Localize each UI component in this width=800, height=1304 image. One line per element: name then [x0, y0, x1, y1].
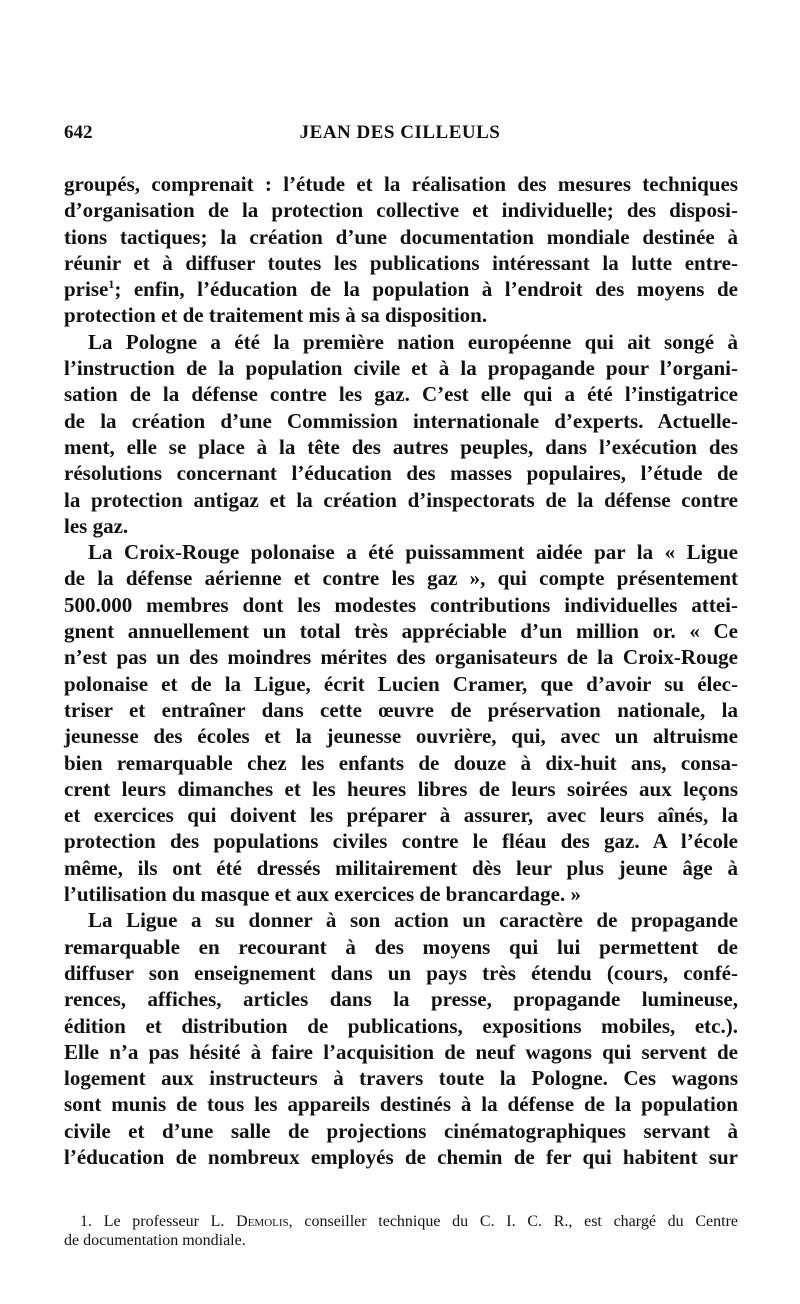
page-number: 642	[64, 122, 93, 143]
text-line: tions tactiques; la création d’une documentation mondiale destinée à	[64, 224, 738, 249]
text-line: sont munis de tous les appareils destinés à la défense de la population	[64, 1092, 738, 1117]
paragraph-4	[64, 907, 738, 1170]
footnote-text: , conseiller technique du C. I. C. R., est chargé du Centre	[288, 1213, 739, 1230]
text-line: protection et de traitement mis à sa disposition.	[64, 303, 488, 328]
text-line: résolutions concernant l’éducation des masses populaires, l’étude de	[64, 461, 738, 486]
text-segment: prise	[64, 277, 109, 302]
footnote-reference: 1	[108, 277, 115, 292]
running-head	[64, 122, 736, 148]
paragraph-2	[64, 329, 738, 539]
footnote-author-name: Demolis	[236, 1213, 289, 1230]
text-line: Elle n’a pas hésité à faire l’acquisition de neuf wagons qui servent de	[64, 1039, 738, 1064]
text-line: rences, affiches, articles dans la presse, propagande lumineuse,	[64, 987, 738, 1012]
text-line: civile et d’une salle de projections cinématographiques servant à	[64, 1118, 738, 1143]
text-line: l’utilisation du masque et aux exercices de brancardage. »	[64, 882, 582, 907]
text-line: et exercices qui doivent les préparer à assurer, avec leurs aînés, la	[64, 803, 738, 828]
text-line: l’instruction de la population civile et à la propagande pour l’organi-	[64, 356, 738, 381]
text-line: protection des populations civiles contre le fléau des gaz. A l’école	[64, 829, 738, 854]
paragraph-3	[64, 539, 738, 907]
text-line: diffuser son enseignement dans un pays très étendu (cours, confé-	[64, 960, 738, 985]
text-line: la protection antigaz et la création d’inspectorats de la défense contre	[64, 487, 738, 512]
running-title: JEAN DES CILLEULS	[299, 122, 501, 143]
paragraph-1	[64, 171, 738, 329]
text-line: crent leurs dimanches et les heures libres de leurs soirées aux leçons	[64, 776, 738, 801]
text-line: même, ils ont été dressés militairement dès leur plus jeune âge à	[64, 855, 738, 880]
text-line: triser et entraîner dans cette œuvre de préservation nationale, la	[64, 697, 738, 722]
text-line: 500.000 membres dont les modestes contributions individuelles attei-	[64, 592, 738, 617]
text-line: remarquable en recourant à des moyens qui lui permettent de	[64, 934, 738, 959]
text-line: groupés, comprenait : l’étude et la réalisation des mesures techniques	[64, 172, 738, 196]
text-line: de la création d’une Commission internationale d’experts. Actuelle-	[64, 408, 738, 433]
text-line: les gaz.	[64, 513, 129, 538]
text-line: La Ligue a su donner à son action un caractère de propagande	[88, 908, 738, 933]
text-line: édition et distribution de publications, expositions mobiles, etc.).	[64, 1013, 738, 1038]
text-line: gnent annuellement un total très appréciable d’un million or. « Ce	[64, 619, 738, 644]
footnote-line: de documentation mondiale.	[64, 1232, 246, 1249]
text-line: logement aux instructeurs à travers toute la Pologne. Ces wagons	[64, 1066, 738, 1091]
text-line: ment, elle se place à la tête des autres peuples, dans l’exécution des	[64, 434, 738, 459]
text-line: n’est pas un des moindres mérites des organisateurs de la Croix-Rouge	[64, 645, 738, 670]
text-line: polonaise et de la Ligue, écrit Lucien Cramer, que d’avoir su élec-	[64, 671, 738, 696]
text-line: sation de la défense contre les gaz. C’est elle qui a été l’instigatrice	[64, 382, 738, 407]
footnote-text: Le professeur L.	[103, 1213, 225, 1230]
text-line: bien remarquable chez les enfants de douze à dix-huit ans, consa-	[64, 750, 738, 775]
footnote-number: 1.	[80, 1213, 92, 1230]
text-line: l’éducation de nombreux employés de chemin de fer qui habitent sur	[64, 1144, 738, 1169]
text-line: La Pologne a été la première nation européenne qui ait songé à	[88, 329, 738, 354]
body-text	[64, 171, 738, 1170]
text-segment: ; enfin, l’éducation de la population à l’endroit des moyens de	[114, 277, 738, 302]
text-line: La Croix-Rouge polonaise a été puissamment aidée par la « Ligue	[88, 540, 738, 565]
text-line: réunir et à diffuser toutes les publications intéressant la lutte entre-	[64, 250, 738, 275]
text-line: de la défense aérienne et contre les gaz », qui compte présentement	[64, 566, 738, 591]
text-line: d’organisation de la protection collective et individuelle; des disposi-	[64, 198, 738, 223]
footnote-line	[64, 1212, 738, 1231]
footnote	[64, 1212, 738, 1250]
text-line	[64, 276, 738, 302]
text-line: jeunesse des écoles et la jeunesse ouvrière, qui, avec un altruisme	[64, 724, 738, 749]
